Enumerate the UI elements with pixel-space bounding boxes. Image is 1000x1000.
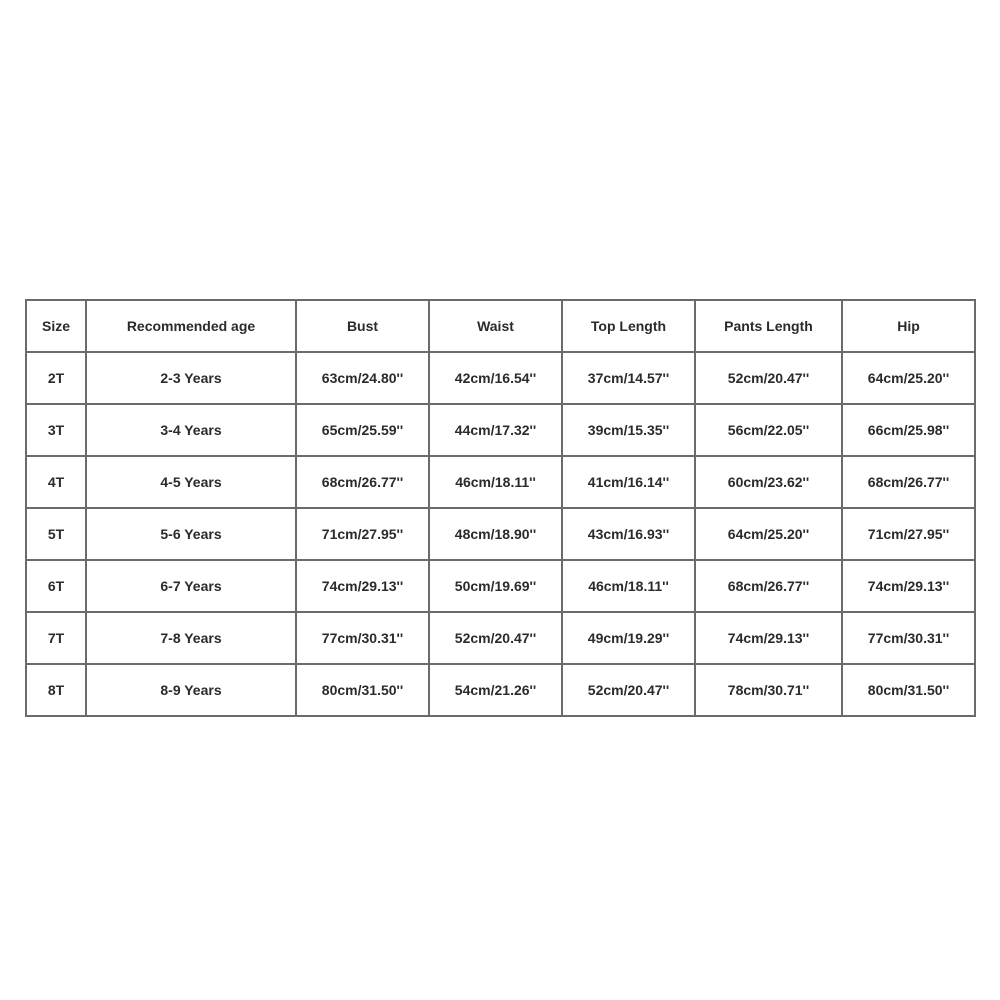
cell-recommended-age: 7-8 Years [86, 612, 296, 664]
table-row [26, 352, 975, 404]
cell-waist: 46cm/18.11'' [429, 456, 562, 508]
cell-size: 5T [26, 508, 86, 560]
cell-hip: 64cm/25.20'' [842, 352, 975, 404]
header-recommended-age: Recommended age [86, 300, 296, 352]
header-top-length: Top Length [562, 300, 695, 352]
cell-waist: 50cm/19.69'' [429, 560, 562, 612]
table-row [26, 560, 975, 612]
cell-top-length: 49cm/19.29'' [562, 612, 695, 664]
table-header-row [26, 300, 975, 352]
cell-hip: 68cm/26.77'' [842, 456, 975, 508]
cell-bust: 71cm/27.95'' [296, 508, 429, 560]
cell-hip: 77cm/30.31'' [842, 612, 975, 664]
cell-top-length: 37cm/14.57'' [562, 352, 695, 404]
cell-waist: 52cm/20.47'' [429, 612, 562, 664]
cell-size: 6T [26, 560, 86, 612]
cell-recommended-age: 6-7 Years [86, 560, 296, 612]
cell-bust: 68cm/26.77'' [296, 456, 429, 508]
cell-pants-length: 74cm/29.13'' [695, 612, 842, 664]
cell-recommended-age: 8-9 Years [86, 664, 296, 716]
cell-top-length: 52cm/20.47'' [562, 664, 695, 716]
table-row [26, 664, 975, 716]
cell-pants-length: 56cm/22.05'' [695, 404, 842, 456]
cell-top-length: 46cm/18.11'' [562, 560, 695, 612]
cell-size: 7T [26, 612, 86, 664]
cell-waist: 54cm/21.26'' [429, 664, 562, 716]
table-row [26, 612, 975, 664]
cell-bust: 63cm/24.80'' [296, 352, 429, 404]
cell-bust: 74cm/29.13'' [296, 560, 429, 612]
cell-waist: 48cm/18.90'' [429, 508, 562, 560]
table-row [26, 508, 975, 560]
size-chart-table [25, 299, 976, 717]
cell-recommended-age: 5-6 Years [86, 508, 296, 560]
cell-recommended-age: 3-4 Years [86, 404, 296, 456]
cell-recommended-age: 4-5 Years [86, 456, 296, 508]
cell-top-length: 41cm/16.14'' [562, 456, 695, 508]
cell-waist: 42cm/16.54'' [429, 352, 562, 404]
cell-pants-length: 78cm/30.71'' [695, 664, 842, 716]
cell-top-length: 39cm/15.35'' [562, 404, 695, 456]
table-row [26, 404, 975, 456]
cell-size: 4T [26, 456, 86, 508]
cell-pants-length: 52cm/20.47'' [695, 352, 842, 404]
header-size: Size [26, 300, 86, 352]
cell-pants-length: 64cm/25.20'' [695, 508, 842, 560]
cell-waist: 44cm/17.32'' [429, 404, 562, 456]
table-row [26, 456, 975, 508]
cell-hip: 80cm/31.50'' [842, 664, 975, 716]
header-hip: Hip [842, 300, 975, 352]
cell-bust: 80cm/31.50'' [296, 664, 429, 716]
cell-size: 3T [26, 404, 86, 456]
cell-top-length: 43cm/16.93'' [562, 508, 695, 560]
cell-size: 8T [26, 664, 86, 716]
cell-pants-length: 60cm/23.62'' [695, 456, 842, 508]
header-bust: Bust [296, 300, 429, 352]
cell-recommended-age: 2-3 Years [86, 352, 296, 404]
cell-bust: 65cm/25.59'' [296, 404, 429, 456]
cell-pants-length: 68cm/26.77'' [695, 560, 842, 612]
cell-hip: 71cm/27.95'' [842, 508, 975, 560]
cell-size: 2T [26, 352, 86, 404]
header-waist: Waist [429, 300, 562, 352]
cell-hip: 74cm/29.13'' [842, 560, 975, 612]
cell-bust: 77cm/30.31'' [296, 612, 429, 664]
cell-hip: 66cm/25.98'' [842, 404, 975, 456]
header-pants-length: Pants Length [695, 300, 842, 352]
